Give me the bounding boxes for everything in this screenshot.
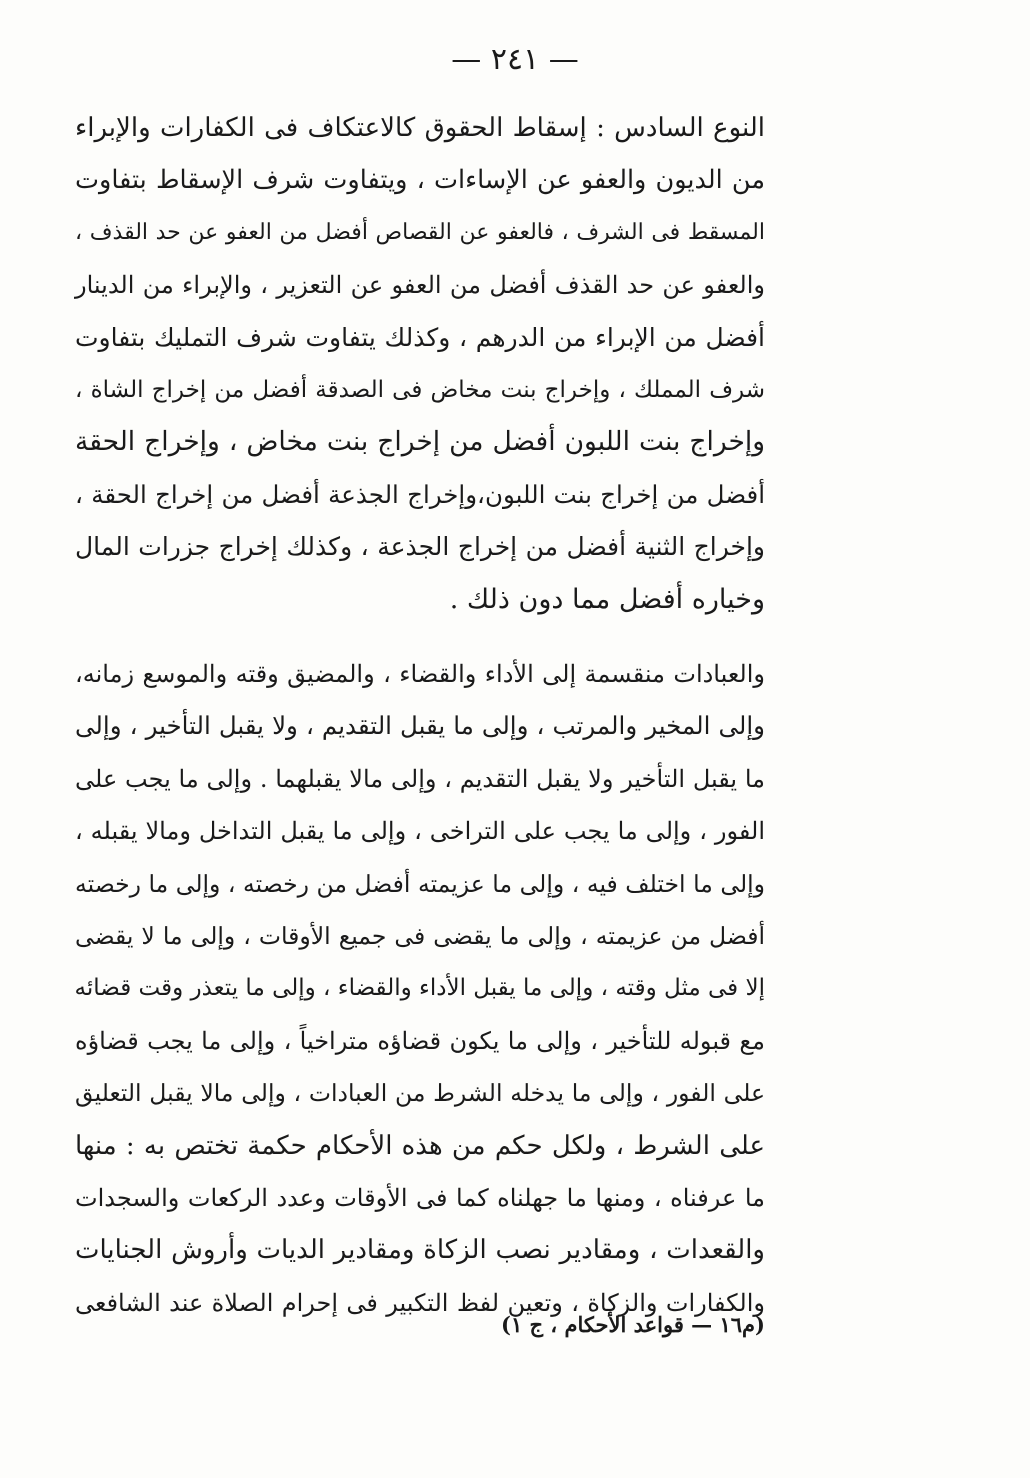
text-line: أفضل من عزيمته ، وإلى ما يقضى فى جميع الأوقات ، وإلى ما لا يقضى: [75, 921, 765, 950]
text-line: ما عرفناه ، ومنها ما جهلناه كما فى الأوقات وعدد الركعات والسجدات: [75, 1183, 765, 1212]
text-line: وإخراج الثنية أفضل من إخراج الجذعة ، وكذلك إخراج جزرات المال: [75, 532, 765, 562]
text-line: والكفارات والزكاة ، وتعين لفظ التكبير فى إحرام الصلاة عند الشافعى: [75, 1288, 765, 1317]
text-line: الفور ، وإلى ما يجب على التراخى ، وإلى ما يقبل التداخل ومالا يقبله ،: [75, 817, 765, 846]
text-line: إلا فى مثل وقته ، وإلى ما يقبل الأداء والقضاء ، وإلى ما يتعذر وقت قضائه: [74, 975, 765, 1002]
text-line: مع قبوله للتأخير ، وإلى ما يكون قضاؤه متراخياً ، وإلى ما يجب قضاؤه: [75, 1026, 765, 1055]
paragraph-2: [75, 648, 765, 1329]
page-number: — ٢٤١ —: [451, 42, 579, 77]
text-line: وإلى المخير والمرتب ، وإلى ما يقبل التقديم ، ولا يقبل التأخير ، وإلى: [75, 711, 765, 741]
text-line: والقعدات ، ومقادير نصب الزكاة ومقادير الديات وأروش الجنايات: [75, 1235, 765, 1266]
page-footer: (م١٦ — قواعد الأحكام ، ج ١): [501, 1312, 765, 1337]
text-line: من الديون والعفو عن الإساءات ، ويتفاوت شرف الإسقاط بتفاوت: [75, 165, 765, 196]
text-line: أفضل من إخراج بنت اللبون،وإخراج الجذعة أفضل من إخراج الحقة ،: [75, 479, 765, 509]
text-line: شرف المملك ، وإخراج بنت مخاض فى الصدقة أفضل من إخراج الشاة ،: [75, 376, 765, 403]
text-line: وإلى ما اختلف فيه ، وإلى ما عزيمته أفضل من رخصته ، وإلى ما رخصته: [75, 869, 765, 898]
text-line: والعفو عن حد القذف أفضل من العفو عن التعزير ، والإبراء من الدينار: [75, 271, 765, 300]
text-line: ما يقبل التأخير ولا يقبل التقديم ، وإلى مالا يقبلهما . وإلى ما يجب على: [75, 764, 765, 793]
text-line: والعبادات منقسمة إلى الأداء والقضاء ، والمضيق وقته والموسع زمانه،: [75, 660, 765, 688]
paragraph-1: [75, 102, 765, 626]
text-line: النوع السادس : إسقاط الحقوق كالاعتكاف فى الكفارات والإبراء: [75, 113, 765, 143]
text-line: المسقط فى الشرف ، فالعفو عن القصاص أفضل من العفو عن حد القذف ،: [75, 219, 765, 245]
text-line: وخياره أفضل مما دون ذلك .: [449, 583, 765, 615]
text-line: على الشرط ، ولكل حكم من هذه الأحكام حكمة تختص به : منها: [75, 1130, 765, 1161]
text-line: أفضل من الإبراء من الدرهم ، وكذلك يتفاوت شرف التمليك بتفاوت: [75, 322, 765, 352]
text-line: على الفور ، وإلى ما يدخله الشرط من العبادات ، وإلى مالا يقبل التعليق: [75, 1079, 765, 1108]
text-line: وإخراج بنت اللبون أفضل من إخراج بنت مخاض ، وإخراج الحقة: [75, 426, 765, 458]
